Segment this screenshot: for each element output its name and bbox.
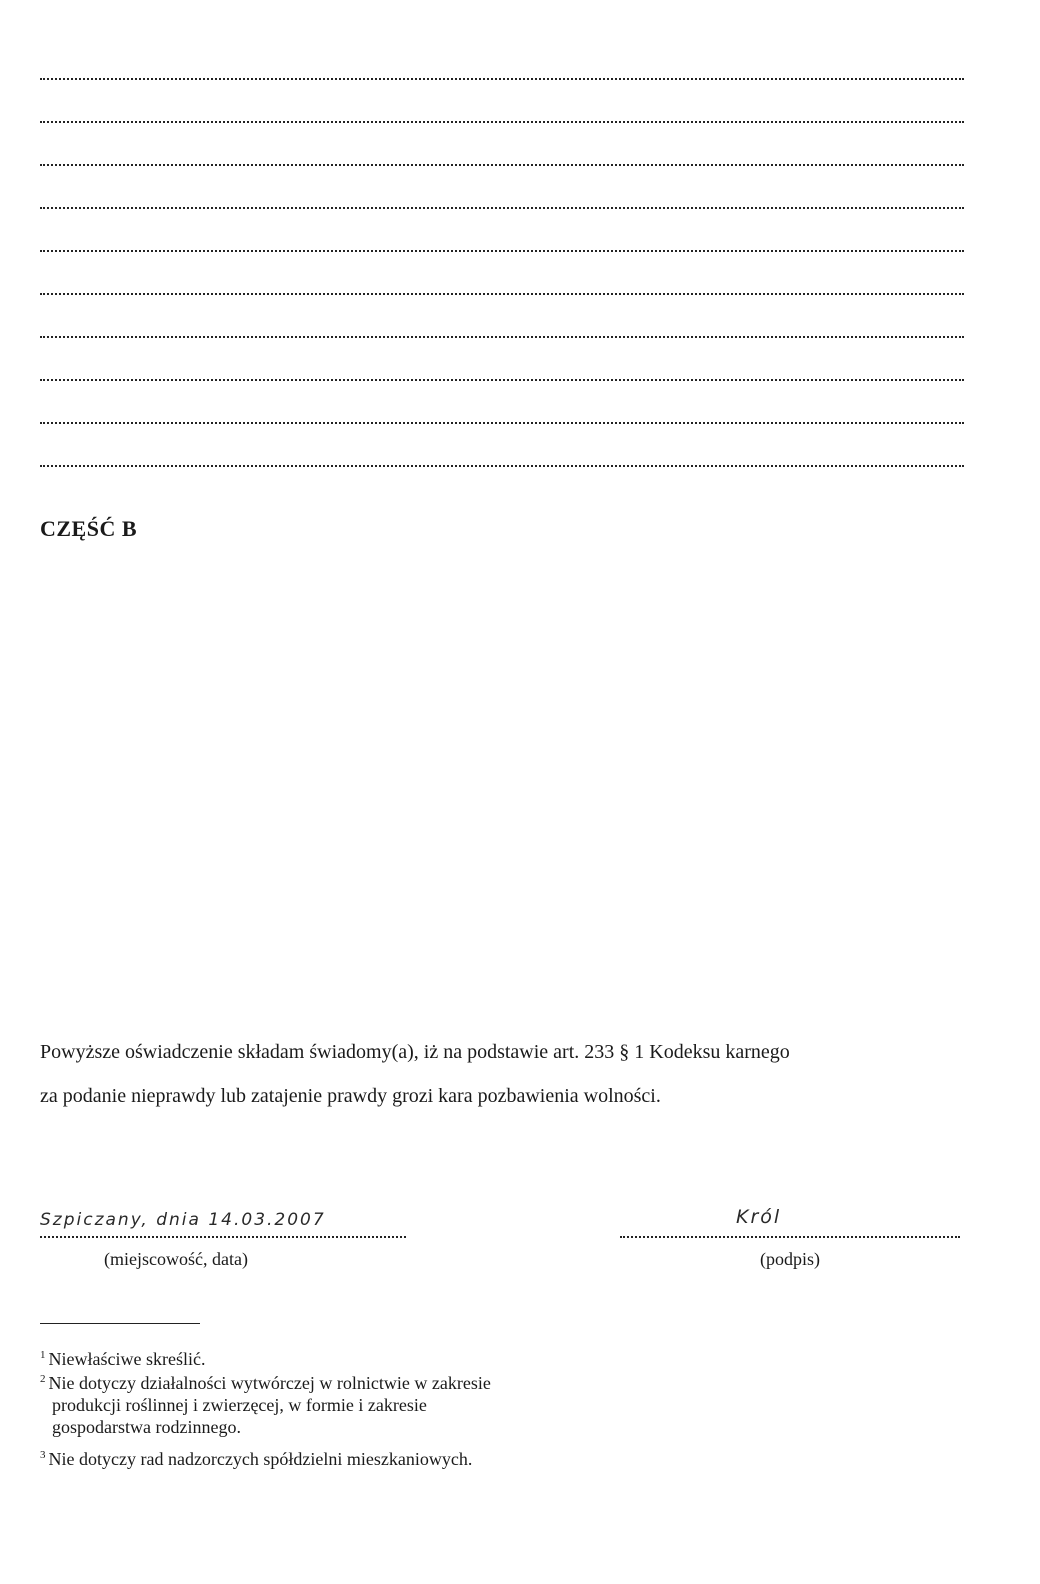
place-date-caption: (miejscowość, data) xyxy=(104,1249,248,1269)
footnote-text-continuation: produkcji roślinnej i zwierzęcej, w formie i zakresie xyxy=(52,1395,427,1415)
section-title: CZĘŚĆ B xyxy=(40,516,138,541)
blank-dotted-line xyxy=(40,293,964,295)
blank-dotted-line xyxy=(40,121,964,123)
footnote-text: Niewłaściwe skreślić. xyxy=(48,1349,206,1369)
footnote-2 xyxy=(40,1368,491,1438)
blank-dotted-line xyxy=(40,164,964,166)
footnote-number: 3 xyxy=(40,1449,46,1461)
blank-dotted-line xyxy=(40,207,964,209)
footnote-1 xyxy=(40,1344,205,1370)
place-date-line xyxy=(40,1236,406,1238)
footnote-separator xyxy=(40,1323,200,1324)
signature-caption: (podpis) xyxy=(760,1249,820,1269)
place-date-handwritten: Szpiczany, dnia 14.03.2007 xyxy=(40,1210,326,1230)
footnote-number: 1 xyxy=(40,1349,46,1361)
footnote-number: 2 xyxy=(40,1373,46,1385)
statement-line-1: Powyższe oświadczenie składam świadomy(a), iż na podstawie art. 233 § 1 Kodeksu karnego xyxy=(40,1041,790,1063)
footnote-3 xyxy=(40,1444,472,1470)
blank-dotted-line xyxy=(40,250,964,252)
blank-dotted-line xyxy=(40,379,964,381)
signature-line xyxy=(620,1236,960,1238)
blank-dotted-line xyxy=(40,336,964,338)
footnote-text: Nie dotyczy rad nadzorczych spółdzielni mieszkaniowych. xyxy=(48,1449,473,1469)
signature-handwritten: Król xyxy=(736,1206,782,1228)
footnote-text: Nie dotyczy działalności wytwórczej w rolnictwie w zakresie xyxy=(48,1373,491,1393)
blank-dotted-line xyxy=(40,465,964,467)
footnote-text-continuation: gospodarstwa rodzinnego. xyxy=(52,1417,241,1437)
blank-dotted-line xyxy=(40,422,964,424)
blank-dotted-line xyxy=(40,78,964,80)
statement-line-2: za podanie nieprawdy lub zatajenie prawdy grozi kara pozbawienia wolności. xyxy=(40,1085,661,1107)
